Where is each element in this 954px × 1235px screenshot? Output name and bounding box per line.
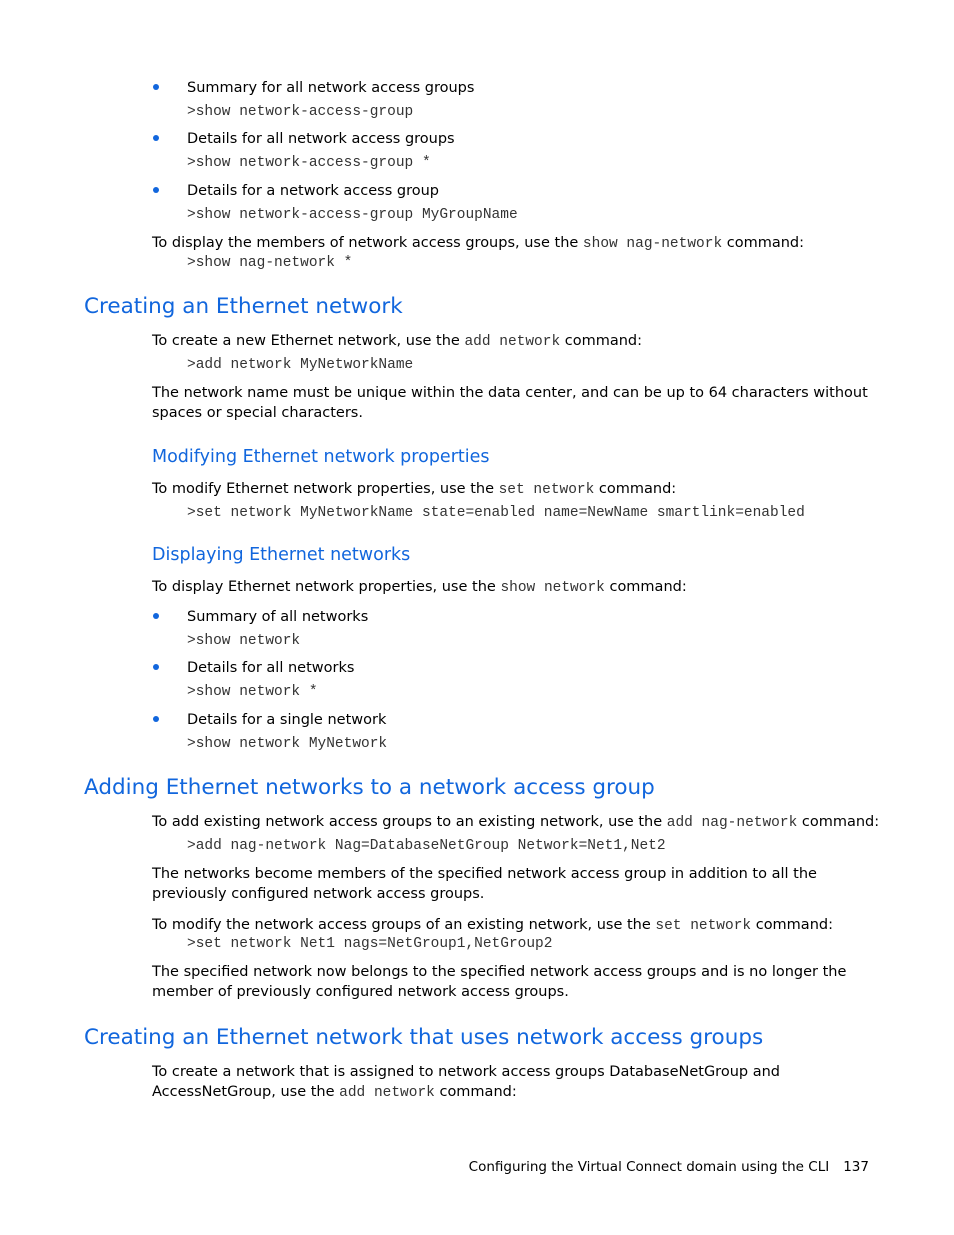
text: To add existing network access groups to an existing network, use the xyxy=(152,814,667,830)
paragraph xyxy=(152,331,642,352)
code-line: >show nag-network * xyxy=(187,255,353,271)
paragraph xyxy=(152,577,687,598)
bullet-icon xyxy=(153,613,159,619)
paragraph xyxy=(152,233,804,254)
page-footer xyxy=(469,1158,869,1176)
inline-code: show nag-network xyxy=(582,236,723,252)
text: command: xyxy=(722,235,805,251)
code-line: >show network-access-group * xyxy=(187,155,431,171)
page-number: 137 xyxy=(843,1159,869,1175)
code-line: >show network MyNetwork xyxy=(187,736,388,752)
code-line: >show network xyxy=(187,633,301,649)
inline-code: set network xyxy=(655,918,752,934)
paragraph: The specified network now belongs to the specified network access groups and is no longer the member of previously configured network access groups. xyxy=(152,964,847,1000)
list-item-label: Details for a network access group xyxy=(187,183,439,199)
section-heading: Creating an Ethernet network that uses network access groups xyxy=(84,1025,764,1050)
list-item-label: Summary of all networks xyxy=(187,609,369,625)
bullet-icon xyxy=(153,664,159,670)
list-item-label: Details for all networks xyxy=(187,660,355,676)
text: command: xyxy=(434,1084,517,1100)
inline-code: set network xyxy=(498,482,595,498)
text: To modify Ethernet network properties, use the xyxy=(152,481,499,497)
subsection-heading: Displaying Ethernet networks xyxy=(152,545,411,565)
bullet-icon xyxy=(153,135,159,141)
paragraph xyxy=(152,915,833,936)
inline-code: add network xyxy=(464,334,561,350)
section-heading: Creating an Ethernet network xyxy=(84,294,403,319)
bullet-icon xyxy=(153,84,159,90)
bullet-icon xyxy=(153,716,159,722)
subsection-heading: Modifying Ethernet network properties xyxy=(152,447,490,467)
list-item-label: Summary for all network access groups xyxy=(187,80,475,96)
code-line: >add nag-network Nag=DatabaseNetGroup Network=Net1,Net2 xyxy=(187,838,666,854)
text: command: xyxy=(751,917,833,933)
paragraph: The networks become members of the specified network access group in addition to all the previously configured network access groups. xyxy=(152,866,817,902)
text: command: xyxy=(604,579,687,595)
code-line: >show network-access-group xyxy=(187,104,414,120)
paragraph xyxy=(152,812,879,833)
inline-code: add nag-network xyxy=(666,815,798,831)
code-line: >set network MyNetworkName state=enabled name=NewName smartlink=enabled xyxy=(187,505,805,521)
text: command: xyxy=(594,481,677,497)
bullet-icon xyxy=(153,187,159,193)
list-item-label: Details for a single network xyxy=(187,712,387,728)
inline-code: show network xyxy=(500,580,605,596)
text: To create a network that is assigned to network access groups DatabaseNetGroup and AccessNetGroup, use the xyxy=(152,1064,780,1100)
text: To create a new Ethernet network, use the xyxy=(152,333,465,349)
text: To modify the network access groups of an existing network, use the xyxy=(152,917,656,933)
text: To display the members of network access groups, use the xyxy=(152,235,583,251)
footer-text: Configuring the Virtual Connect domain using the CLI xyxy=(468,1159,830,1175)
section-heading: Adding Ethernet networks to a network access group xyxy=(84,775,655,800)
code-line: >show network-access-group MyGroupName xyxy=(187,207,518,223)
paragraph: The network name must be unique within the data center, and can be up to 64 characters without spaces or special characters. xyxy=(152,385,868,421)
text: command: xyxy=(560,333,643,349)
paragraph xyxy=(152,1062,876,1103)
code-line: >add network MyNetworkName xyxy=(187,357,414,373)
text: command: xyxy=(797,814,880,830)
code-line: >set network Net1 nags=NetGroup1,NetGroup2 xyxy=(187,936,553,952)
paragraph xyxy=(152,479,676,500)
text: To display Ethernet network properties, use the xyxy=(152,579,501,595)
list-item-label: Details for all network access groups xyxy=(187,131,455,147)
code-line: >show network * xyxy=(187,684,318,700)
inline-code: add network xyxy=(339,1085,435,1101)
